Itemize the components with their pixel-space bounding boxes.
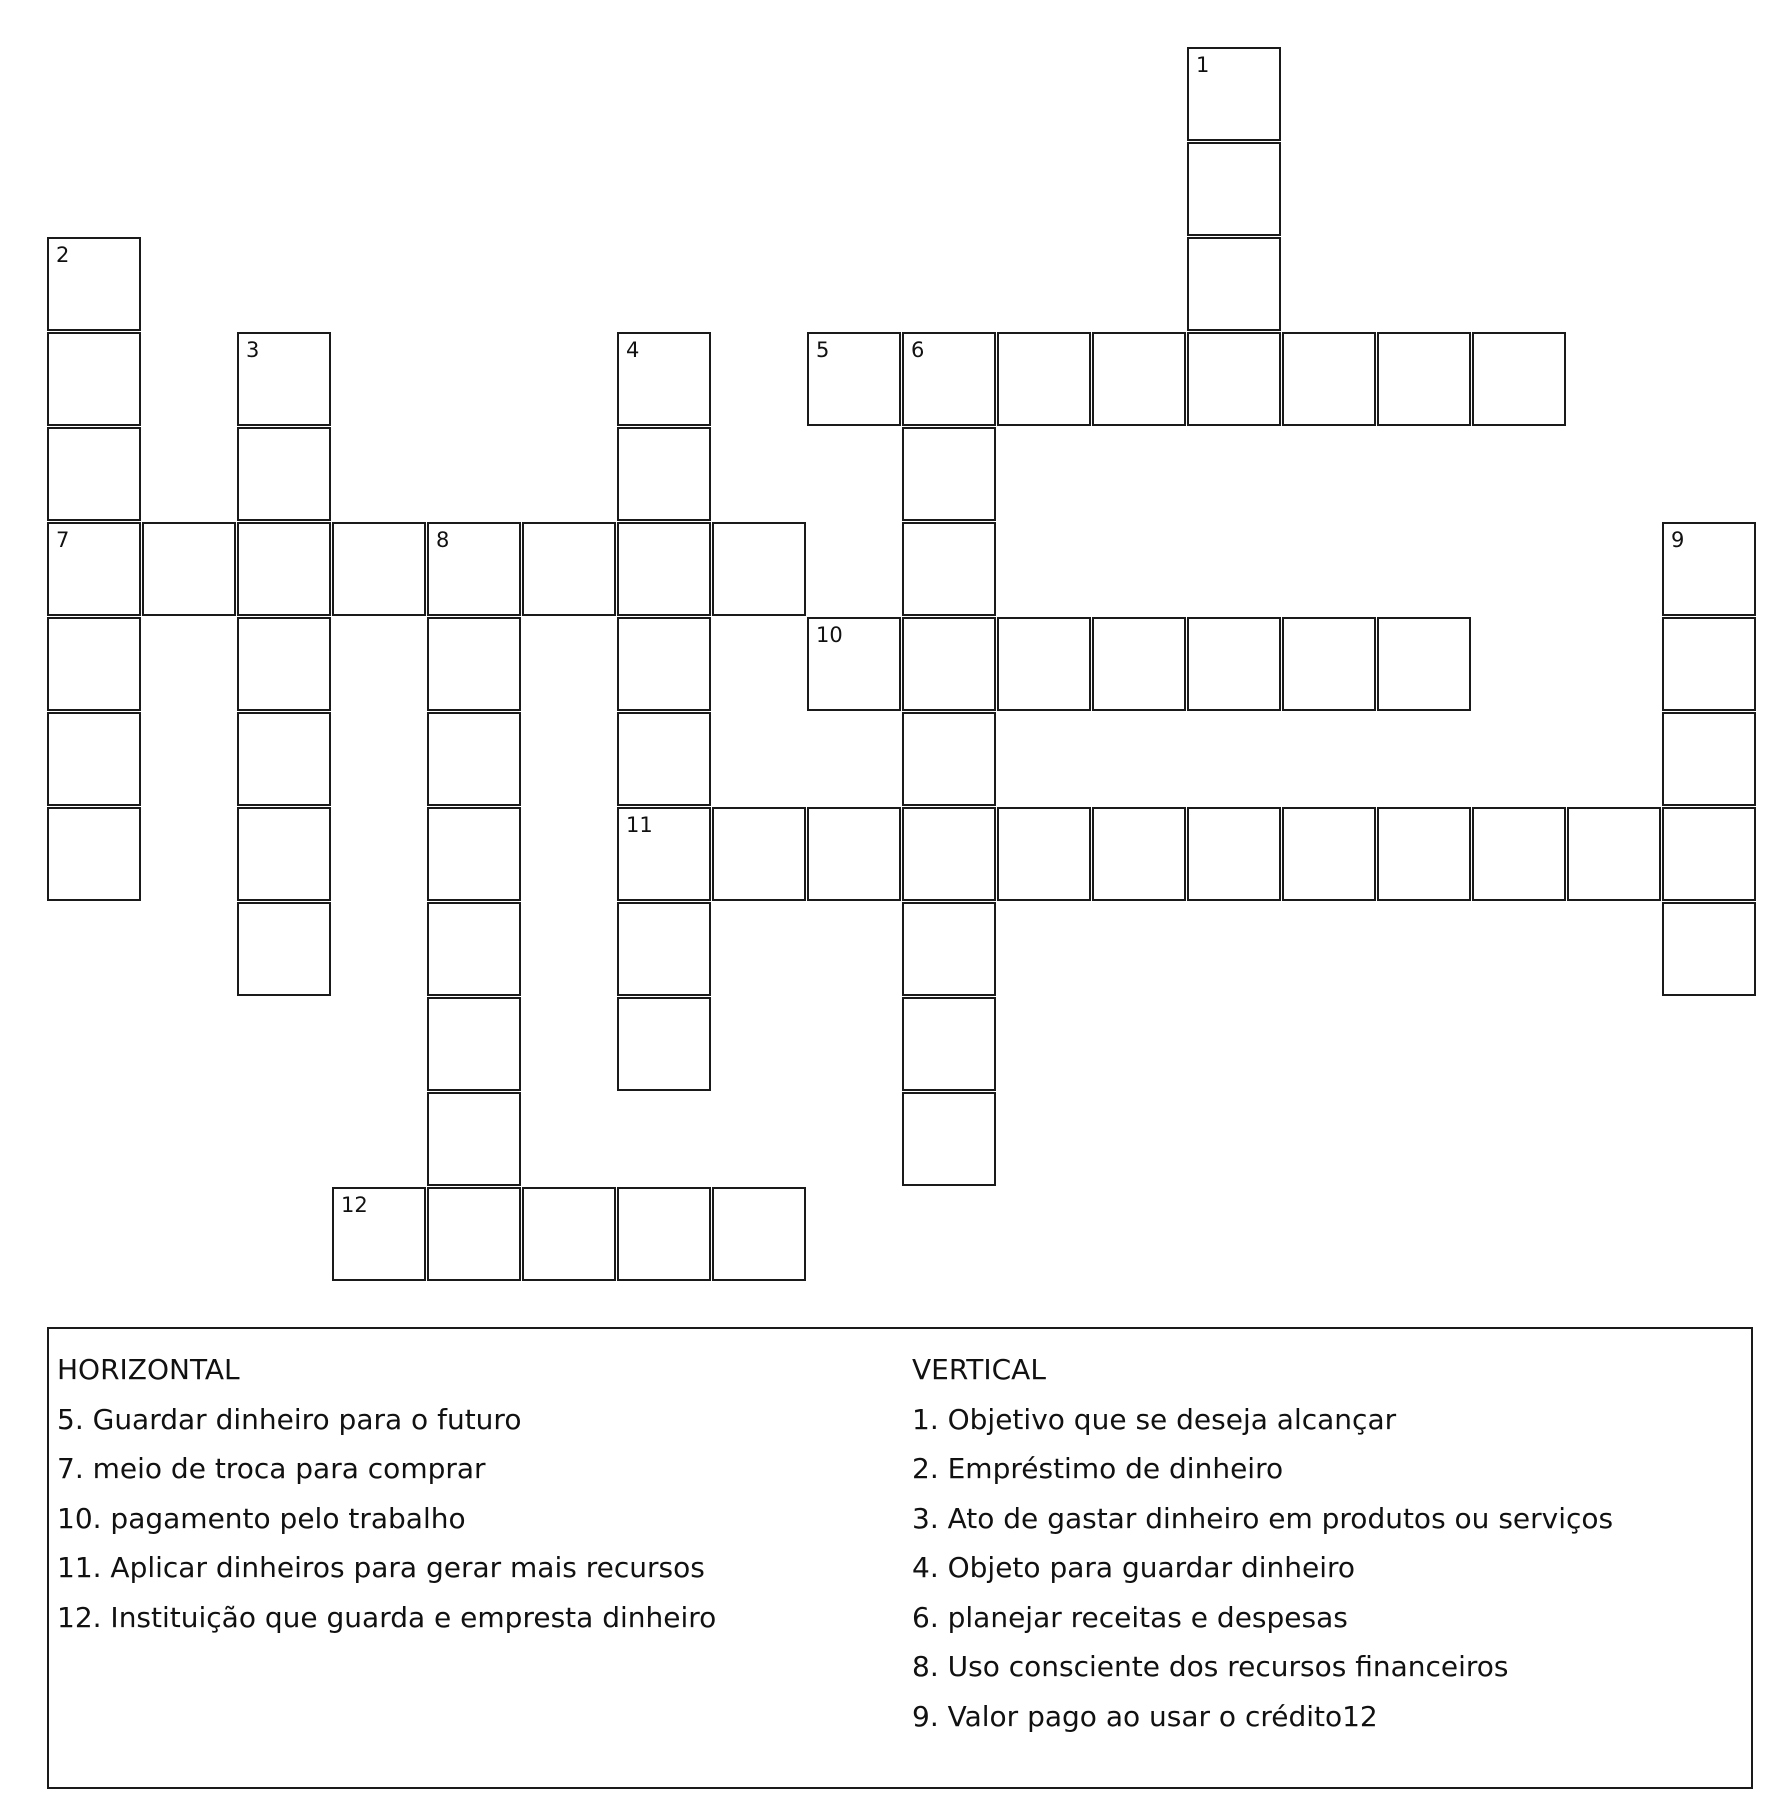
- grid-cell[interactable]: [237, 712, 331, 806]
- down-clue-2: 2. Empréstimo de dinheiro: [912, 1452, 1284, 1485]
- across-clues: [57, 1345, 716, 1642]
- grid-cell[interactable]: [237, 427, 331, 521]
- grid-cell[interactable]: [427, 1092, 521, 1186]
- grid-cell[interactable]: [1092, 332, 1186, 426]
- grid-cell[interactable]: [1187, 332, 1281, 426]
- grid-cell[interactable]: [1377, 807, 1471, 901]
- grid-cell[interactable]: [807, 332, 901, 426]
- grid-cell[interactable]: [902, 807, 996, 901]
- grid-cell[interactable]: [427, 1187, 521, 1281]
- grid-cell[interactable]: [1282, 332, 1376, 426]
- grid-cell[interactable]: [1092, 807, 1186, 901]
- grid-cell[interactable]: [1662, 522, 1756, 616]
- grid-cell[interactable]: [427, 807, 521, 901]
- grid-cell[interactable]: [427, 997, 521, 1091]
- down-clue-1: 1. Objetivo que se deseja alcançar: [912, 1402, 1397, 1436]
- grid-cell[interactable]: [902, 712, 996, 806]
- across-heading: HORIZONTAL: [57, 1353, 240, 1386]
- grid-cell[interactable]: [997, 332, 1091, 426]
- grid-cell[interactable]: [617, 807, 711, 901]
- grid-cell[interactable]: [902, 522, 996, 616]
- grid-cell[interactable]: [1187, 142, 1281, 236]
- grid-cell[interactable]: [237, 522, 331, 616]
- down-clue-6: 6. planejar receitas e despesas: [912, 1600, 1348, 1634]
- across-clue-7: 7. meio de troca para comprar: [57, 1452, 486, 1485]
- grid-cell[interactable]: [617, 522, 711, 616]
- grid-cell[interactable]: [237, 617, 331, 711]
- grid-cell[interactable]: [237, 902, 331, 996]
- grid-cell[interactable]: [47, 332, 141, 426]
- grid-cell[interactable]: [1282, 807, 1376, 901]
- grid-cell[interactable]: [712, 1187, 806, 1281]
- grid-cell[interactable]: [427, 617, 521, 711]
- grid-cell[interactable]: [902, 617, 996, 711]
- grid-cell[interactable]: [1472, 807, 1566, 901]
- clue-number: 5: [816, 338, 830, 362]
- grid-cell[interactable]: [1092, 617, 1186, 711]
- grid-cell[interactable]: [237, 807, 331, 901]
- grid-cell[interactable]: [902, 332, 996, 426]
- grid-cell[interactable]: [522, 522, 616, 616]
- clue-number: 12: [341, 1193, 368, 1217]
- clue-number: 8: [436, 528, 450, 552]
- down-heading: VERTICAL: [912, 1353, 1046, 1386]
- clue-number: 10: [816, 623, 843, 647]
- down-clue-4: 4. Objeto para guardar dinheiro: [912, 1551, 1356, 1584]
- grid-cell[interactable]: [807, 807, 901, 901]
- grid-cell[interactable]: [1377, 617, 1471, 711]
- grid-cell[interactable]: [427, 712, 521, 806]
- across-clue-11: 11. Aplicar dinheiros para gerar mais recursos: [57, 1551, 705, 1584]
- grid-cell[interactable]: [1187, 237, 1281, 331]
- clue-number: 6: [911, 338, 925, 362]
- grid-cell[interactable]: [1662, 807, 1756, 901]
- grid-cell[interactable]: [522, 1187, 616, 1281]
- grid-cell[interactable]: [617, 997, 711, 1091]
- across-clue-5: 5. Guardar dinheiro para o futuro: [57, 1402, 522, 1436]
- grid-cell[interactable]: [617, 712, 711, 806]
- grid-cell[interactable]: [47, 427, 141, 521]
- grid-cell[interactable]: [807, 617, 901, 711]
- grid-cell[interactable]: [902, 902, 996, 996]
- clue-number: 11: [626, 813, 653, 837]
- grid-cell[interactable]: [617, 617, 711, 711]
- grid-cell[interactable]: [617, 332, 711, 426]
- grid-cell[interactable]: [902, 997, 996, 1091]
- grid-cell[interactable]: [1662, 712, 1756, 806]
- grid-cell[interactable]: [1567, 807, 1661, 901]
- clue-box: [47, 1327, 1753, 1789]
- grid-cell[interactable]: [47, 237, 141, 331]
- clue-number: 3: [246, 338, 260, 362]
- across-clue-10: 10. pagamento pelo trabalho: [57, 1501, 466, 1535]
- grid-cell[interactable]: [142, 522, 236, 616]
- grid-cell[interactable]: [237, 332, 331, 426]
- grid-cell[interactable]: [427, 902, 521, 996]
- grid-cell[interactable]: [47, 807, 141, 901]
- grid-cell[interactable]: [1187, 47, 1281, 141]
- grid-cell[interactable]: [332, 1187, 426, 1281]
- grid-cell[interactable]: [1187, 807, 1281, 901]
- grid-cell[interactable]: [1377, 332, 1471, 426]
- clue-number: 7: [56, 528, 70, 552]
- grid-cell[interactable]: [1662, 617, 1756, 711]
- grid-cell[interactable]: [332, 522, 426, 616]
- grid-cell[interactable]: [47, 522, 141, 616]
- grid-cell[interactable]: [902, 427, 996, 521]
- grid-cell[interactable]: [47, 712, 141, 806]
- down-clue-9: 9. Valor pago ao usar o crédito12: [912, 1699, 1378, 1733]
- clue-number: 4: [626, 338, 640, 362]
- grid-cell[interactable]: [997, 617, 1091, 711]
- clue-number: 9: [1671, 528, 1685, 552]
- grid-cell[interactable]: [1282, 617, 1376, 711]
- down-clue-8: 8. Uso consciente dos recursos financeiros: [912, 1650, 1509, 1683]
- grid-cell[interactable]: [1187, 617, 1281, 711]
- grid-cell[interactable]: [902, 1092, 996, 1186]
- grid-cell[interactable]: [617, 902, 711, 996]
- down-clue-3: 3. Ato de gastar dinheiro em produtos ou serviços: [912, 1501, 1614, 1535]
- grid-cell[interactable]: [47, 617, 141, 711]
- grid-cell[interactable]: [712, 522, 806, 616]
- grid-cell[interactable]: [997, 807, 1091, 901]
- across-clue-12: 12. Instituição que guarda e empresta dinheiro: [57, 1600, 717, 1634]
- down-clues: [912, 1345, 1613, 1741]
- grid-cell[interactable]: [712, 807, 806, 901]
- clue-number: 1: [1196, 53, 1210, 77]
- grid-cell[interactable]: [617, 1187, 711, 1281]
- grid-cell[interactable]: [1662, 902, 1756, 996]
- clue-number: 2: [56, 243, 70, 267]
- grid-cell[interactable]: [1472, 332, 1566, 426]
- grid-cell[interactable]: [617, 427, 711, 521]
- grid-cell[interactable]: [427, 522, 521, 616]
